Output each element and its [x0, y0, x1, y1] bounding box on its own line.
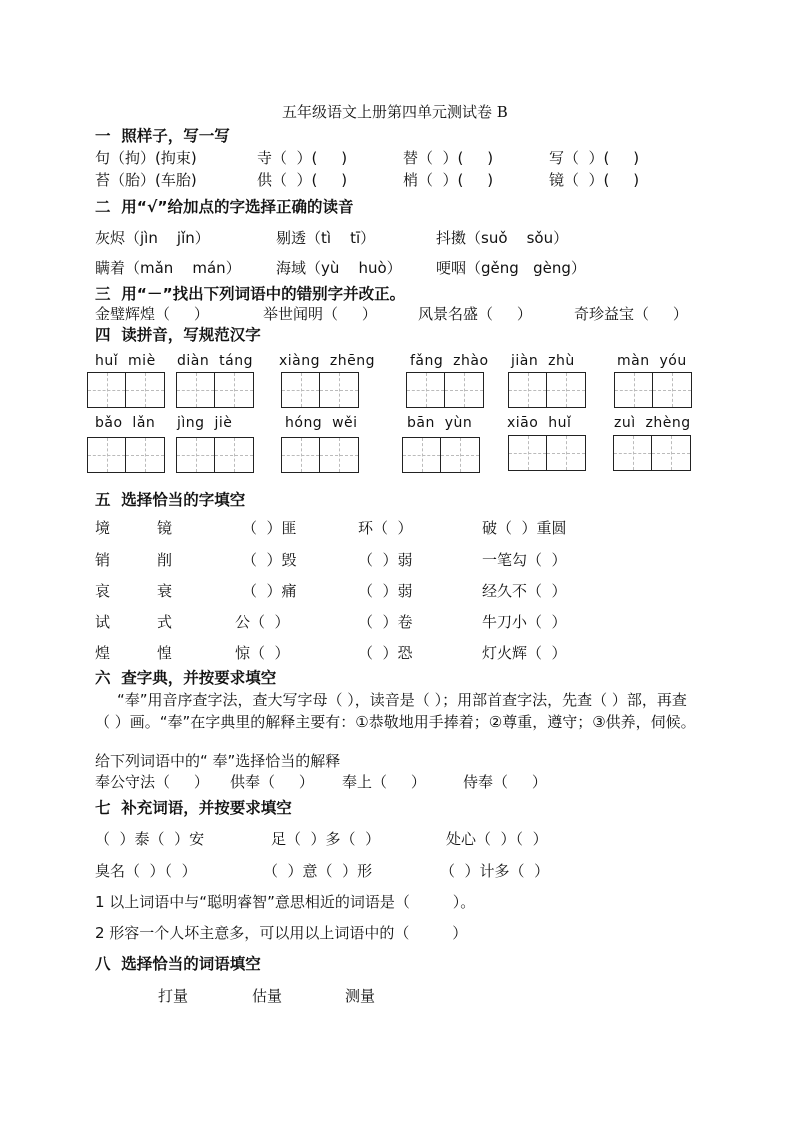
s2-item[interactable]: 瞒着（mǎn mán）	[95, 259, 241, 277]
s5-char: 衰	[157, 582, 173, 600]
s2-item[interactable]: 海域（yù huò）	[276, 259, 402, 277]
s7-question[interactable]: 2 形容一个人坏主意多，可以用以上词语中的（ ）	[95, 924, 468, 942]
s6-item[interactable]: 供奉（ ）	[230, 773, 314, 791]
s8-word: 估量	[252, 987, 283, 1005]
s5-blank[interactable]: 公（ ）	[235, 613, 290, 631]
s1-item[interactable]: 寺（ ）( )	[257, 149, 348, 167]
s2-item[interactable]: 灰烬（jìn jǐn）	[95, 229, 210, 247]
s6-item[interactable]: 侍奉（ ）	[463, 773, 547, 791]
s5-char: 惶	[157, 644, 173, 662]
s6-item[interactable]: 奉上（ ）	[342, 773, 426, 791]
pinyin-label: bǎo lǎn	[95, 415, 156, 431]
s7-item[interactable]: 臭名（ ）（ ）	[95, 862, 197, 880]
s7-item[interactable]: （ ）泰（ ）安	[95, 830, 205, 848]
s8-word: 测量	[345, 987, 376, 1005]
s5-char: 煌	[95, 644, 111, 662]
s1-item[interactable]: 写（ ）( )	[549, 149, 640, 167]
section-2-heading: 二 用“√”给加点的字选择正确的读音	[95, 198, 354, 216]
writing-grid[interactable]	[176, 437, 254, 473]
s1-item[interactable]: 供（ ）( )	[257, 171, 348, 189]
pinyin-label: jiàn zhù	[511, 353, 575, 369]
writing-grid[interactable]	[508, 372, 586, 408]
s5-blank[interactable]: 一笔勾（ ）	[482, 551, 567, 569]
writing-grid[interactable]	[87, 372, 165, 408]
pinyin-label: xiàng zhēng	[279, 353, 376, 369]
writing-grid[interactable]	[508, 435, 586, 471]
s3-item[interactable]: 举世闻明（ ）	[263, 305, 377, 323]
section-5-heading: 五 选择恰当的字填空	[95, 491, 246, 509]
s2-item[interactable]: 抖擞（suǒ sǒu）	[436, 229, 569, 247]
s5-blank[interactable]: 环（ ）	[358, 519, 413, 537]
section-3-heading: 三 用“－”找出下列词语中的错别字并改正。	[95, 285, 406, 303]
s5-char: 削	[157, 551, 173, 569]
s7-item[interactable]: 足（ ）多（ ）	[271, 830, 381, 848]
s7-item[interactable]: （ ）计多（ ）	[440, 862, 550, 880]
s1-item[interactable]: 镜（ ）( )	[549, 171, 640, 189]
s5-char: 哀	[95, 582, 111, 600]
writing-grid[interactable]	[87, 437, 165, 473]
s2-item[interactable]: 哽咽（gěng gèng）	[436, 259, 586, 277]
pinyin-label: jìng jiè	[177, 415, 233, 431]
s5-char: 镜	[157, 519, 173, 537]
section-8-heading: 八 选择恰当的词语填空	[95, 955, 261, 973]
s5-blank[interactable]: （ ）匪	[242, 519, 297, 537]
s5-blank[interactable]: （ ）恐	[358, 644, 413, 662]
s6-item[interactable]: 奉公守法（ ）	[95, 773, 209, 791]
section-4-heading: 四 读拼音，写规范汉字	[95, 326, 261, 344]
s2-item[interactable]: 剔透（tì tī）	[276, 229, 376, 247]
s5-blank[interactable]: 惊（ ）	[235, 644, 290, 662]
writing-grid[interactable]	[402, 437, 480, 473]
s8-word: 打量	[158, 987, 189, 1005]
s5-blank[interactable]: 经久不（ ）	[482, 582, 567, 600]
writing-grid[interactable]	[614, 372, 692, 408]
s5-char: 境	[95, 519, 111, 537]
pinyin-label: màn yóu	[617, 353, 687, 369]
pinyin-label: xiāo huǐ	[507, 415, 572, 431]
s5-blank[interactable]: （ ）毁	[242, 551, 297, 569]
pinyin-label: huǐ miè	[95, 353, 156, 369]
s1-example: 句（拘）(拘束)	[95, 149, 197, 167]
pinyin-label: fǎng zhào	[410, 353, 489, 369]
s5-char: 式	[157, 613, 173, 631]
s5-blank[interactable]: 灯火辉（ ）	[482, 644, 567, 662]
s7-question[interactable]: 1 以上词语中与“聪明睿智”意思相近的词语是（ ）。	[95, 893, 476, 911]
writing-grid[interactable]	[281, 372, 359, 408]
pinyin-label: diàn táng	[177, 353, 253, 369]
s1-item[interactable]: 梢（ ）( )	[403, 171, 494, 189]
s3-item[interactable]: 奇珍益宝（ ）	[574, 305, 688, 323]
s5-blank[interactable]: 牛刀小（ ）	[482, 613, 567, 631]
s5-blank[interactable]: 破（ ）重圆	[482, 519, 567, 537]
s6-instruction: 给下列词语中的“ 奉”选择恰当的解释	[95, 752, 341, 770]
writing-grid[interactable]	[176, 372, 254, 408]
s5-blank[interactable]: （ ）卷	[358, 613, 413, 631]
s3-item[interactable]: 风景名盛（ ）	[418, 305, 532, 323]
s5-blank[interactable]: （ ）痛	[242, 582, 297, 600]
s5-blank[interactable]: （ ）弱	[358, 582, 413, 600]
s5-char: 销	[95, 551, 111, 569]
pinyin-label: hóng wěi	[285, 415, 358, 431]
writing-grid[interactable]	[281, 437, 359, 473]
section-7-heading: 七 补充词语，并按要求填空	[95, 799, 292, 817]
writing-grid[interactable]	[613, 435, 691, 471]
s1-item[interactable]: 替（ ）( )	[403, 149, 494, 167]
s5-char: 试	[95, 613, 111, 631]
s3-item[interactable]: 金璧辉煌（ ）	[95, 305, 209, 323]
writing-grid[interactable]	[406, 372, 484, 408]
s7-item[interactable]: 处心（ ）（ ）	[446, 830, 548, 848]
s5-blank[interactable]: （ ）弱	[358, 551, 413, 569]
s7-item[interactable]: （ ）意（ ）形	[263, 862, 373, 880]
s1-example: 苔（胎）(车胎)	[95, 171, 197, 189]
pinyin-label: zuì zhèng	[614, 415, 691, 431]
page-title: 五年级语文上册第四单元测试卷 B	[282, 103, 508, 121]
pinyin-label: bān yùn	[407, 415, 473, 431]
section-1-heading: 一 照样子，写一写	[95, 127, 230, 145]
section-6-heading: 六 查字典，并按要求填空	[95, 669, 277, 687]
s6-paragraph: “奉”用音序查字法，查大写字母（ ），读音是（ ）；用部首查字法，先查（ ）部，再查（ ）画。“奉”在字典里的解释主要有：①恭敬地用手捧着；②尊重，遵守；③供养，伺候。	[95, 691, 696, 731]
